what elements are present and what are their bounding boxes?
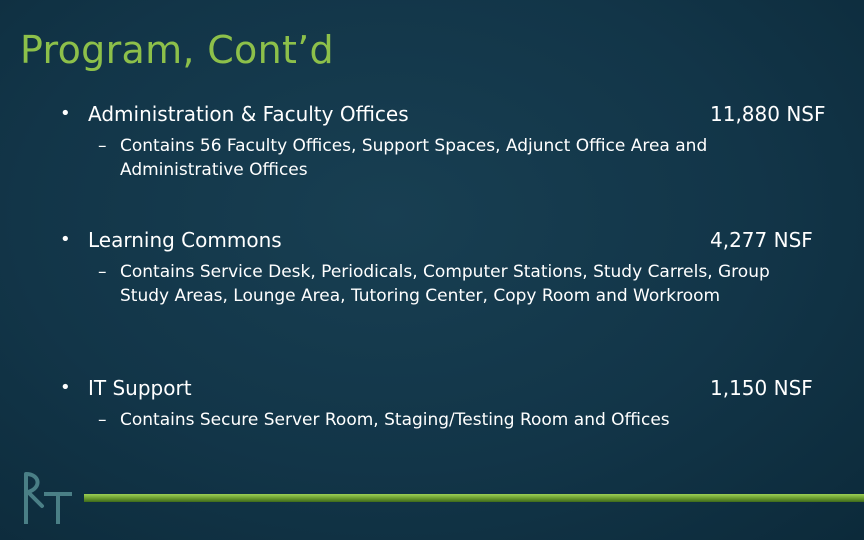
item-description: Contains Secure Server Room, Staging/Testing Room and Offices	[120, 410, 670, 430]
item-subpoint	[60, 260, 820, 308]
item-subpoint	[60, 134, 820, 182]
dash-icon: –	[98, 410, 107, 430]
slide-title: Program, Cont’d	[20, 28, 334, 72]
program-item-administration	[60, 100, 840, 182]
program-item-learning-commons	[60, 226, 840, 308]
program-item-it-support	[60, 374, 840, 432]
item-area-value: 11,880 NSF	[710, 102, 826, 126]
bullet-icon: •	[60, 377, 71, 398]
bullet-icon: •	[60, 103, 71, 124]
item-area-value: 4,277 NSF	[710, 228, 813, 252]
item-label: IT Support	[88, 376, 192, 400]
bullet-icon: •	[60, 229, 71, 250]
rt-monogram-logo	[14, 466, 74, 530]
item-label: Learning Commons	[88, 228, 282, 252]
footer-divider-line	[84, 494, 864, 502]
dash-icon: –	[98, 136, 107, 156]
dash-icon: –	[98, 262, 107, 282]
item-subpoint	[60, 408, 820, 432]
item-label: Administration & Faculty Offices	[88, 102, 409, 126]
item-description: Contains 56 Faculty Offices, Support Spaces, Adjunct Office Area and Administrative Offices	[120, 136, 708, 180]
item-area-value: 1,150 NSF	[710, 376, 813, 400]
item-description: Contains Service Desk, Periodicals, Computer Stations, Study Carrels, Group Study Areas, Lounge Area, Tutoring Center, Copy Room and Workroom	[120, 262, 770, 306]
